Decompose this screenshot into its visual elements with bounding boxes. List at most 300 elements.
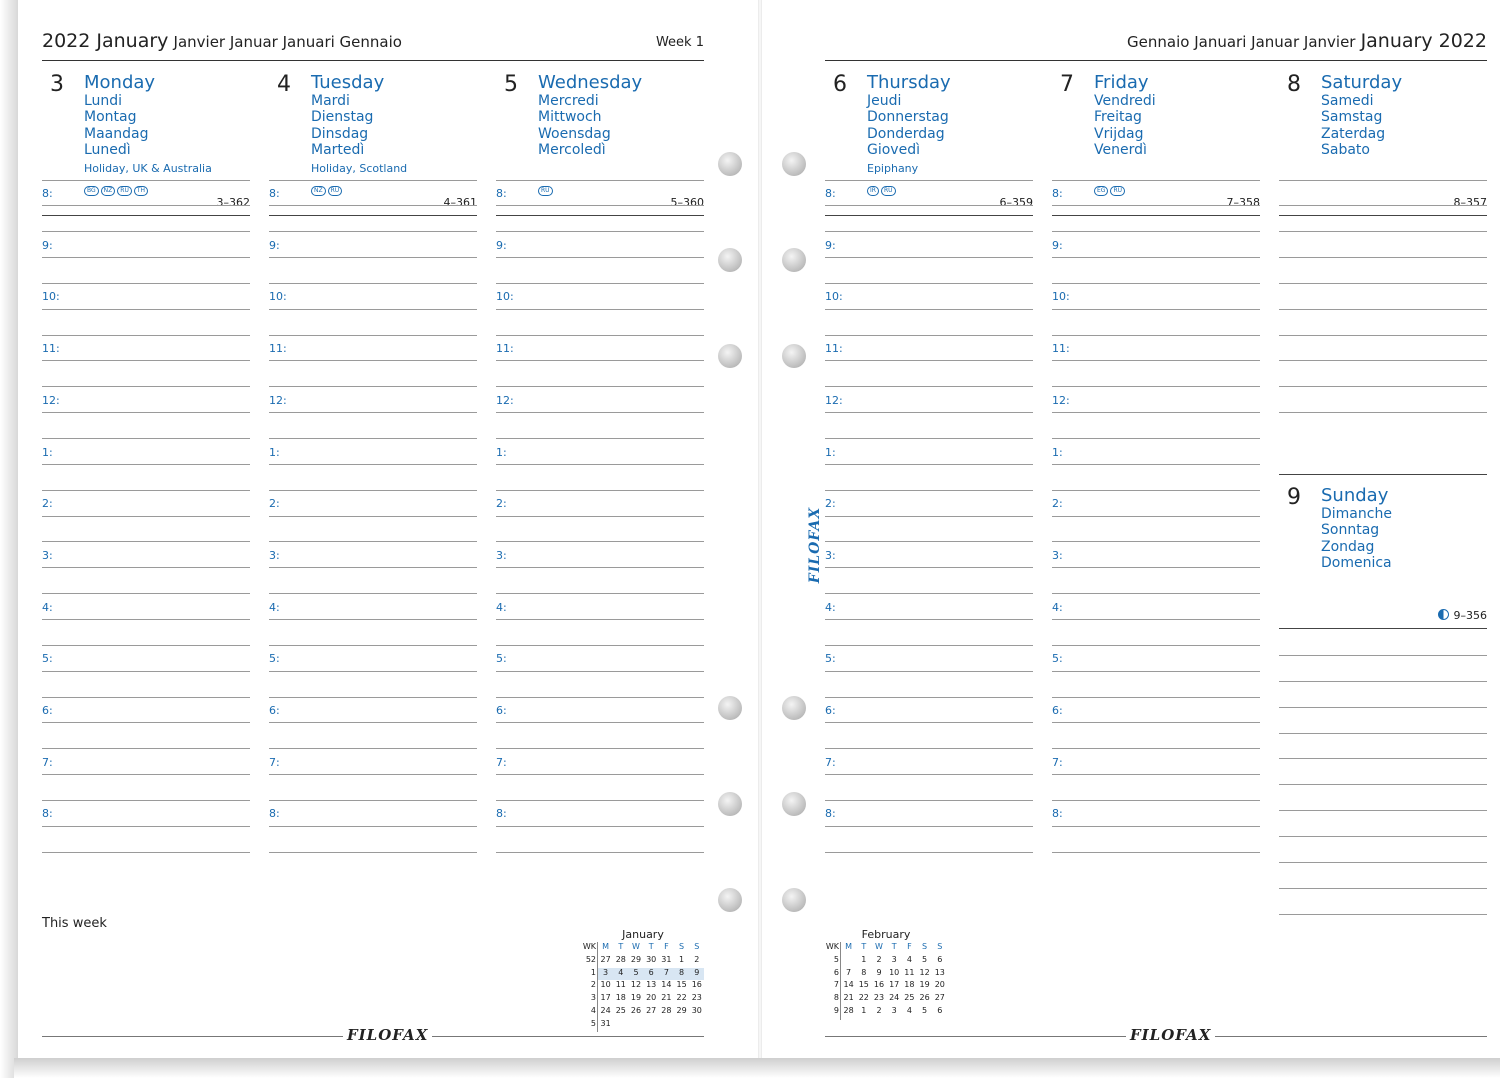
writing-line	[496, 360, 704, 361]
day-translation: Zaterdag	[1321, 125, 1386, 142]
writing-line	[496, 309, 704, 310]
writing-line	[42, 412, 250, 413]
writing-line	[1052, 748, 1260, 749]
date-cell: 25	[904, 993, 915, 1003]
writing-line	[825, 516, 1033, 517]
day-translation: Samstag	[1321, 109, 1383, 126]
hour-label: 12:	[42, 393, 60, 407]
date-cell: 18	[615, 993, 626, 1003]
binder-hole	[718, 152, 742, 176]
spine-brand-logo: FILOFAX	[807, 506, 824, 584]
weekday-header: S	[937, 942, 943, 951]
binder-hole	[782, 696, 806, 720]
hour-label: 8:	[496, 807, 507, 821]
day-count: 4–361	[443, 196, 477, 209]
writing-line	[825, 567, 1033, 568]
date-cell: 21	[843, 993, 854, 1003]
writing-line	[1052, 671, 1260, 672]
writing-line	[825, 671, 1033, 672]
writing-line	[1052, 619, 1260, 620]
hour-label: 2:	[1052, 497, 1063, 511]
writing-line	[496, 257, 704, 258]
writing-line	[269, 671, 477, 672]
day-count: 6–359	[999, 196, 1033, 209]
week-number: 8	[833, 993, 839, 1003]
date-cell: 23	[691, 993, 702, 1003]
right-header	[825, 30, 1487, 61]
day-translation: Vendredi	[1094, 93, 1156, 109]
date-cell: 24	[889, 993, 900, 1003]
week-number: 2	[590, 980, 596, 990]
writing-line	[496, 180, 704, 181]
left-footer-brand-logo: FILOFAX	[343, 1026, 432, 1044]
date-cell: 9	[876, 967, 882, 977]
writing-line	[42, 567, 250, 568]
hour-label: 11:	[1052, 342, 1070, 356]
date-cell: 31	[600, 1018, 611, 1028]
writing-line	[42, 360, 250, 361]
week-number: 1	[590, 967, 596, 977]
date-cell: 3	[603, 967, 609, 977]
writing-line	[1279, 335, 1487, 336]
country-badge: RU	[881, 186, 896, 196]
writing-line	[1279, 231, 1487, 232]
week-number: 4	[590, 1006, 596, 1015]
hour-label: 12:	[825, 393, 843, 407]
hour-label: 9:	[496, 238, 507, 252]
hour-label: 4:	[42, 600, 53, 614]
date-cell: 7	[663, 967, 669, 977]
country-badge: NZ	[101, 186, 116, 196]
date-cell: 24	[600, 1006, 611, 1015]
writing-line	[1052, 567, 1260, 568]
day-translation: Freitag	[1094, 109, 1142, 126]
writing-line	[269, 438, 477, 439]
date-cell: 30	[691, 1006, 702, 1015]
writing-line	[1052, 774, 1260, 775]
date-cell: 5	[922, 954, 928, 964]
writing-line	[1279, 257, 1487, 258]
date-cell: 4	[618, 967, 624, 977]
hour-label: 1:	[42, 445, 53, 459]
week-number: 6	[833, 967, 839, 977]
day-translation: Woensdag	[538, 125, 611, 142]
date-cell: 13	[934, 967, 945, 977]
day-number: 3	[50, 72, 64, 97]
weekday-header: W	[875, 942, 883, 951]
writing-line	[1052, 645, 1260, 646]
writing-line	[1279, 784, 1487, 785]
binder-hole	[718, 696, 742, 720]
writing-line	[825, 748, 1033, 749]
mini-calendar-title: February	[861, 928, 911, 941]
day-translation: Venerdì	[1094, 141, 1147, 158]
writing-line	[1279, 360, 1487, 361]
weekday-header: F	[664, 942, 669, 951]
writing-line	[825, 774, 1033, 775]
date-cell: 13	[646, 980, 657, 990]
day-rule	[496, 215, 704, 216]
writing-line	[825, 800, 1033, 801]
writing-line	[42, 697, 250, 698]
writing-line	[825, 386, 1033, 387]
day-number: 6	[833, 72, 847, 97]
writing-line	[825, 619, 1033, 620]
writing-line	[825, 826, 1033, 827]
mini-calendar-week-row	[825, 954, 947, 967]
writing-line	[42, 671, 250, 672]
date-cell: 20	[934, 980, 945, 990]
writing-line	[269, 800, 477, 801]
weekday-header: W	[632, 942, 640, 951]
writing-line	[825, 697, 1033, 698]
day-translations	[1321, 93, 1385, 158]
date-cell: 23	[873, 993, 885, 1003]
writing-line	[496, 774, 704, 775]
day-translation: Lunedì	[84, 141, 131, 158]
sunday-translation: Sonntag	[1321, 522, 1380, 539]
writing-line	[825, 283, 1033, 284]
day-translation: Sabato	[1321, 141, 1370, 158]
date-cell: 31	[661, 954, 672, 964]
country-badge: IR	[867, 186, 879, 196]
writing-line	[42, 748, 250, 749]
writing-line	[496, 231, 704, 232]
writing-line	[269, 309, 477, 310]
day-translation: Mardi	[311, 93, 350, 109]
left-header-translations: Janvier Januar Januari Gennaio	[173, 33, 402, 51]
writing-line	[825, 490, 1033, 491]
writing-line	[1052, 335, 1260, 336]
holiday-label: Holiday, Scotland	[311, 162, 408, 175]
writing-line	[1052, 412, 1260, 413]
date-cell: 9	[694, 967, 700, 977]
writing-line	[1052, 593, 1260, 594]
weekday-header: S	[694, 942, 700, 951]
day-translation: Dienstag	[311, 109, 374, 126]
writing-line	[496, 826, 704, 827]
date-cell: 6	[648, 967, 654, 977]
writing-line	[1279, 707, 1487, 708]
writing-line	[1279, 309, 1487, 310]
writing-line	[42, 335, 250, 336]
writing-line	[1052, 386, 1260, 387]
date-cell: 2	[876, 1006, 882, 1015]
writing-line	[825, 231, 1033, 232]
writing-line	[42, 257, 250, 258]
day-name: Thursday	[867, 72, 951, 93]
day-translation: Mercredi	[538, 93, 599, 109]
writing-line	[1279, 914, 1487, 915]
writing-line	[269, 748, 477, 749]
right-header-year-month: January 2022	[1360, 30, 1487, 52]
writing-line	[269, 283, 477, 284]
day-translations	[311, 93, 373, 158]
writing-line	[496, 335, 704, 336]
date-cell: 14	[843, 980, 854, 990]
week-number: 3	[590, 993, 596, 1003]
date-cell: 17	[889, 980, 900, 990]
country-badge: BG	[84, 186, 99, 196]
left-page	[18, 0, 758, 1058]
sunday-translations	[1321, 506, 1392, 571]
day-name: Monday	[84, 72, 156, 93]
hour-label: 5:	[269, 652, 280, 666]
hour-label: 2:	[42, 497, 53, 511]
writing-line	[1279, 205, 1487, 206]
mini-calendar-header-row	[582, 941, 704, 954]
writing-line	[496, 645, 704, 646]
writing-line	[496, 671, 704, 672]
writing-line	[1052, 697, 1260, 698]
mini-calendar-week-row	[825, 967, 947, 980]
right-footer-brand-logo: FILOFAX	[1126, 1026, 1215, 1044]
hour-label: 2:	[496, 497, 507, 511]
week-number: 9	[833, 1006, 839, 1015]
date-cell: 14	[661, 980, 672, 990]
writing-line	[1279, 836, 1487, 837]
hour-label: 7:	[269, 755, 280, 769]
writing-line	[1052, 309, 1260, 310]
writing-line	[825, 360, 1033, 361]
day-name: Wednesday	[538, 72, 643, 93]
hour-label: 1:	[1052, 445, 1063, 459]
date-cell: 1	[679, 954, 685, 964]
day-translation: Donderdag	[867, 125, 945, 142]
writing-line	[269, 257, 477, 258]
hour-label: 9:	[269, 238, 280, 252]
sunday-day-rule	[1279, 628, 1487, 629]
writing-line	[1279, 733, 1487, 734]
hour-label: 4:	[496, 600, 507, 614]
date-cell: 11	[615, 980, 626, 990]
date-cell: 22	[858, 993, 869, 1003]
binder-hole	[782, 792, 806, 816]
writing-line	[825, 722, 1033, 723]
hour-label: 8:	[1052, 187, 1063, 200]
mini-calendar-header-row	[825, 941, 947, 954]
hour-label: 2:	[269, 497, 280, 511]
weekday-header: M	[602, 942, 610, 951]
hour-label: 2:	[825, 497, 836, 511]
binder-hole	[718, 248, 742, 272]
date-cell: 15	[858, 980, 869, 990]
writing-line	[269, 335, 477, 336]
writing-line	[496, 464, 704, 465]
writing-line	[496, 541, 704, 542]
hour-label: 8:	[269, 187, 280, 200]
holiday-label: Epiphany	[867, 162, 919, 175]
sunday-translation: Zondag	[1321, 538, 1375, 555]
weekday-header: T	[648, 942, 654, 951]
weekday-header: S	[922, 942, 928, 951]
writing-line	[825, 464, 1033, 465]
week-number: 7	[833, 980, 839, 990]
hour-label: 9:	[1052, 238, 1063, 252]
date-cell: 4	[906, 954, 912, 964]
writing-line	[269, 852, 477, 853]
writing-line	[825, 335, 1033, 336]
date-cell: 7	[846, 967, 852, 977]
hour-label: 10:	[1052, 290, 1070, 304]
writing-line	[42, 619, 250, 620]
hour-label: 8:	[825, 807, 836, 821]
day-translation: Mittwoch	[538, 109, 602, 126]
writing-line	[42, 438, 250, 439]
writing-line	[269, 205, 477, 206]
hour-label: 1:	[496, 445, 507, 459]
hour-label: 5:	[496, 652, 507, 666]
mini-calendar-february	[825, 928, 947, 1020]
left-header	[42, 30, 704, 61]
writing-line	[496, 438, 704, 439]
writing-line	[42, 205, 250, 206]
mini-calendar-week-row	[825, 1005, 947, 1018]
hour-label: 6:	[42, 704, 53, 717]
day-count: 5–360	[670, 196, 704, 209]
date-cell: 22	[676, 993, 687, 1003]
date-cell: 1	[861, 1006, 867, 1015]
writing-line	[1279, 283, 1487, 284]
left-header-year-month: 2022 January	[42, 30, 169, 52]
date-cell: 29	[630, 954, 642, 964]
writing-line	[269, 360, 477, 361]
mini-calendar-week-row	[582, 954, 704, 967]
writing-line	[1279, 386, 1487, 387]
hour-label: 11:	[269, 342, 287, 356]
date-cell: 26	[630, 1006, 642, 1015]
hour-label: 6:	[496, 704, 507, 717]
hour-label: 1:	[269, 445, 280, 459]
mini-calendar-week-row	[825, 979, 947, 992]
writing-line	[42, 852, 250, 853]
hour-label: 7:	[1052, 755, 1063, 769]
weekday-header: T	[861, 942, 867, 951]
hour-label: 3:	[825, 548, 836, 562]
day-translation: Lundi	[84, 93, 123, 109]
writing-line	[269, 619, 477, 620]
day-translation: Jeudi	[867, 93, 902, 109]
hour-label: 3:	[496, 548, 507, 562]
date-cell: 17	[600, 993, 611, 1003]
sunday-translation: Domenica	[1321, 554, 1392, 571]
writing-line	[269, 516, 477, 517]
binder-hole	[782, 888, 806, 912]
date-cell: 27	[934, 993, 945, 1003]
date-cell: 8	[861, 967, 867, 977]
this-week-label: This week	[42, 916, 107, 931]
writing-line	[1279, 810, 1487, 811]
writing-line	[1052, 360, 1260, 361]
writing-line	[496, 205, 704, 206]
writing-line	[1052, 257, 1260, 258]
hour-label: 3:	[269, 548, 280, 562]
left-header-title	[42, 30, 402, 52]
mini-calendar-week-row	[582, 1005, 704, 1018]
hour-label: 3:	[1052, 548, 1063, 562]
date-cell: 5	[633, 967, 639, 977]
hour-label: 10:	[269, 290, 287, 304]
page-shadow-bottom	[14, 1058, 1500, 1078]
hour-label: 8:	[269, 807, 280, 821]
writing-line	[1052, 541, 1260, 542]
hour-label: 12:	[1052, 393, 1070, 407]
hour-label: 4:	[825, 600, 836, 614]
hour-label: 12:	[269, 393, 287, 407]
day-translation: Vrijdag	[1094, 125, 1144, 142]
hour-label: 10:	[496, 290, 514, 304]
writing-line	[269, 722, 477, 723]
date-cell: 12	[630, 980, 642, 990]
day-count: 7–358	[1226, 196, 1260, 209]
hour-label: 11:	[496, 342, 514, 356]
day-translations	[538, 93, 611, 158]
writing-line	[1279, 758, 1487, 759]
day-count: 8–357	[1453, 196, 1487, 209]
week-number: 5	[590, 1018, 596, 1028]
sunday-name: Sunday	[1321, 485, 1389, 506]
hour-label: 5:	[42, 652, 53, 666]
page-gutter	[758, 0, 762, 1058]
writing-line	[496, 852, 704, 853]
writing-line	[1052, 490, 1260, 491]
date-cell: 27	[600, 954, 611, 964]
hour-label: 5:	[1052, 652, 1063, 666]
writing-line	[269, 774, 477, 775]
day-count: 3–362	[216, 196, 250, 209]
page-shadow-left	[0, 0, 18, 1078]
date-cell: 3	[891, 1006, 897, 1015]
writing-line	[496, 412, 704, 413]
hour-label: 3:	[42, 548, 53, 562]
writing-line	[496, 697, 704, 698]
writing-line	[42, 722, 250, 723]
date-cell: 2	[694, 954, 700, 964]
day-translation: Giovedì	[867, 141, 920, 158]
writing-line	[42, 826, 250, 827]
writing-line	[496, 619, 704, 620]
binder-hole	[718, 888, 742, 912]
writing-line	[1052, 852, 1260, 853]
day-name: Tuesday	[311, 72, 385, 93]
writing-line	[825, 205, 1033, 206]
writing-line	[269, 541, 477, 542]
writing-line	[496, 593, 704, 594]
weekday-header: F	[907, 942, 912, 951]
writing-line	[42, 231, 250, 232]
country-badge: TH	[134, 186, 148, 196]
writing-line	[269, 464, 477, 465]
hour-label: 7:	[42, 755, 53, 769]
writing-line	[825, 645, 1033, 646]
mini-calendar-week-row	[582, 967, 704, 980]
writing-line	[496, 386, 704, 387]
date-cell: 16	[873, 980, 885, 990]
hour-label: 8:	[825, 187, 836, 200]
day-translations	[1094, 93, 1156, 158]
writing-line	[1052, 205, 1260, 206]
date-cell: 19	[919, 980, 930, 990]
binder-hole	[782, 152, 806, 176]
writing-line	[496, 722, 704, 723]
day-translation: Samedi	[1321, 93, 1374, 109]
writing-line	[269, 231, 477, 232]
sunday-day-count-text: 9–356	[1453, 609, 1487, 622]
hour-label: 6:	[1052, 704, 1063, 717]
mini-calendar-january	[582, 928, 704, 1032]
hour-label: 12:	[496, 393, 514, 407]
week-number: 5	[833, 954, 839, 964]
